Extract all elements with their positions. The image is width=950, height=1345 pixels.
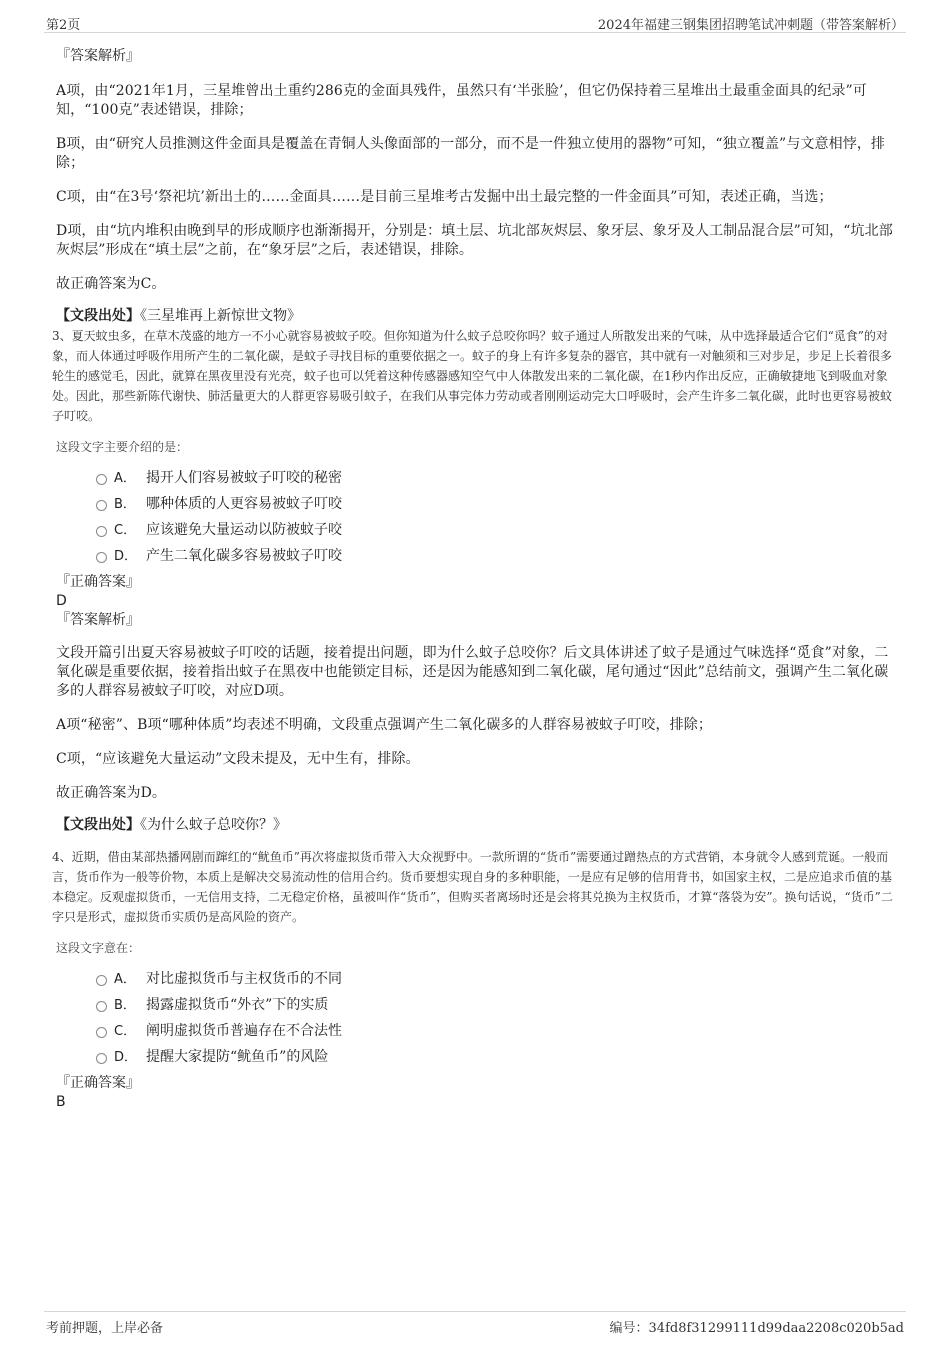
question-4-prompt: 这段文字意在： [56, 941, 141, 955]
option-c[interactable] [56, 520, 894, 546]
option-c[interactable] [56, 1021, 894, 1047]
option-a[interactable] [56, 468, 894, 494]
radio-button-icon[interactable] [96, 975, 107, 986]
option-d[interactable] [56, 1047, 894, 1073]
footer-slogan: 考前押题，上岸必备 [46, 1321, 164, 1336]
option-letter: B． [114, 998, 136, 1013]
q3-analysis-paragraph: A项“秘密”、B项“哪种体质”均表述不明确，文段重点强调产生二氧化碳多的人群容易被蚊子叮咬，排除； [56, 717, 712, 733]
radio-button-icon[interactable] [96, 1027, 107, 1038]
option-b[interactable] [56, 494, 894, 520]
option-text: 产生二氧化碳多容易被蚊子叮咬 [146, 548, 342, 564]
option-text: 揭开人们容易被蚊子叮咬的秘密 [146, 470, 342, 486]
radio-button-icon[interactable] [96, 1001, 107, 1012]
option-letter: D． [114, 549, 138, 564]
question-4-body: 4、近期，借由某部热播网剧而蹿红的“鱿鱼币”再次将虚拟货币带入大众视野中。一款所谓的“货币”需要通过蹭热点的方式营销，本身就令人感到荒诞。一般而言，货币作为一般等价物，本质上是解决交易流动性的信用合约。货币要想实现自身的多种职能，一是应有足够的信用背书，如国家主权，二是应追求币值的基本稳定。反观虚拟货币，一无信用支持，二无稳定价格，虽被叫作“货币”，但购买者离场时还是会将其兑换为主权货币，才算“落袋为安”。换句话说，“货币”二字只是形式，虚拟货币实质仍是高风险的资产。 [52, 850, 893, 924]
q3-analysis-paragraph: 文段开篇引出夏天容易被蚊子叮咬的话题，接着提出问题，即为什么蚊子总咬你？后文具体讲述了蚊子是通过气味选择“觅食”对象，二氧化碳是重要依据，接着指出蚊子在黑夜中也能锁定目标，还是因为能感知到二氧化碳，尾句通过“因此”总结前文，强调产生二氧化碳多的人群容易被蚊子叮咬，对应D项。 [56, 645, 889, 699]
q3-source [56, 815, 894, 835]
q4-correct-label: 『正确答案』 [56, 1075, 140, 1091]
option-text: 揭露虚拟货币“外衣”下的实质 [146, 997, 329, 1013]
q2-analysis-paragraph: 故正确答案为C。 [56, 276, 166, 292]
option-d[interactable] [56, 546, 894, 572]
option-text: 提醒大家提防“鱿鱼币”的风险 [146, 1049, 329, 1065]
q3-analysis-label: 『答案解析』 [56, 612, 140, 628]
question-4-options [56, 969, 894, 1073]
q3-correct-answer: D [56, 593, 67, 609]
radio-button-icon[interactable] [96, 1053, 107, 1064]
option-letter: D． [114, 1050, 138, 1065]
radio-button-icon[interactable] [96, 552, 107, 563]
radio-button-icon[interactable] [96, 474, 107, 485]
option-letter: B． [114, 497, 136, 512]
document-title: 2024年福建三钢集团招聘笔试冲刺题（带答案解析） [597, 18, 904, 33]
radio-button-icon[interactable] [96, 500, 107, 511]
question-3-prompt: 这段文字主要介绍的是： [56, 440, 189, 454]
document-serial: 编号：34fd8f31299111d99daa2208c020b5ad [609, 1321, 904, 1336]
option-text: 对比虚拟货币与主权货币的不同 [146, 971, 342, 987]
option-b[interactable] [56, 995, 894, 1021]
source-title: 《三星堆再上新惊世文物》 [140, 308, 301, 324]
source-title: 《为什么蚊子总咬你？》 [140, 817, 287, 833]
radio-button-icon[interactable] [96, 526, 107, 537]
page-header [44, 12, 906, 33]
option-letter: A． [114, 972, 136, 987]
page-footer [44, 1311, 906, 1336]
q3-correct-label: 『正确答案』 [56, 574, 140, 590]
page-content [52, 44, 894, 1111]
option-letter: A． [114, 471, 136, 486]
q2-analysis-paragraph: C项，由“在3号‘祭祀坑’新出土的……金面具……是目前三星堆考古发掘中出土最完整的一件金面具”可知，表述正确，当选； [56, 189, 833, 205]
option-letter: C． [114, 1024, 137, 1039]
q2-analysis-label: 『答案解析』 [56, 48, 140, 64]
q3-analysis-paragraph: 故正确答案为D。 [56, 785, 167, 801]
option-letter: C． [114, 523, 137, 538]
q2-source [56, 306, 894, 326]
option-text: 应该避免大量运动以防被蚊子咬 [146, 522, 342, 538]
option-a[interactable] [56, 969, 894, 995]
q4-correct-answer: B [56, 1094, 66, 1110]
q3-analysis-paragraph: C项，“应该避免大量运动”文段未提及，无中生有，排除。 [56, 751, 420, 767]
q2-analysis-paragraph: B项，由“研究人员推测这件金面具是覆盖在青铜人头像面部的一部分，而不是一件独立使用的器物”可知，“独立覆盖”与文意相悖，排除； [56, 136, 886, 171]
source-label: 【文段出处】 [56, 308, 140, 324]
q2-analysis-paragraph: D项，由“坑内堆积由晚到早的形成顺序也渐渐揭开，分别是：填土层、坑北部灰烬层、象牙层、象牙及人工制品混合层”可知，“坑北部灰烬层”形成在“填土层”之前，在“象牙层”之后，表述错误，排除。 [56, 223, 893, 258]
source-label: 【文段出处】 [56, 817, 140, 833]
question-3-options [56, 468, 894, 572]
page-number: 第2页 [46, 18, 81, 33]
q2-analysis-paragraph: A项，由“2021年1月，三星堆曾出土重约286克的金面具残件，虽然只有‘半张脸’，但它仍保持着三星堆出土最重金面具的纪录”可知，“100克”表述错误，排除； [56, 83, 867, 118]
option-text: 哪种体质的人更容易被蚊子叮咬 [146, 496, 342, 512]
question-3-body: 3、夏天蚊虫多，在草木茂盛的地方一不小心就容易被蚊子咬。但你知道为什么蚊子总咬你吗？蚊子通过人所散发出来的气味，从中选择最适合它们“觅食”的对象，而人体通过呼吸作用所产生的二氧化碳，是蚊子寻找目标的重要依据之一。蚊子的身上有许多复杂的器官，其中就有一对触须和三对步足，步足上长着很多轮生的感觉毛，因此，就算在黑夜里没有光亮，蚊子也可以凭着这种传感器感知空气中人体散发出来的二氧化碳，在1秒内作出反应，正确敏捷地飞到吸血对象处。因此，那些新陈代谢快、肺活量更大的人群更容易吸引蚊子，在我们从事完体力劳动或者刚刚运动完大口呼吸时，会产生许多二氧化碳，此时也更容易被蚊子叮咬。 [52, 329, 893, 423]
option-text: 阐明虚拟货币普遍存在不合法性 [146, 1023, 342, 1039]
